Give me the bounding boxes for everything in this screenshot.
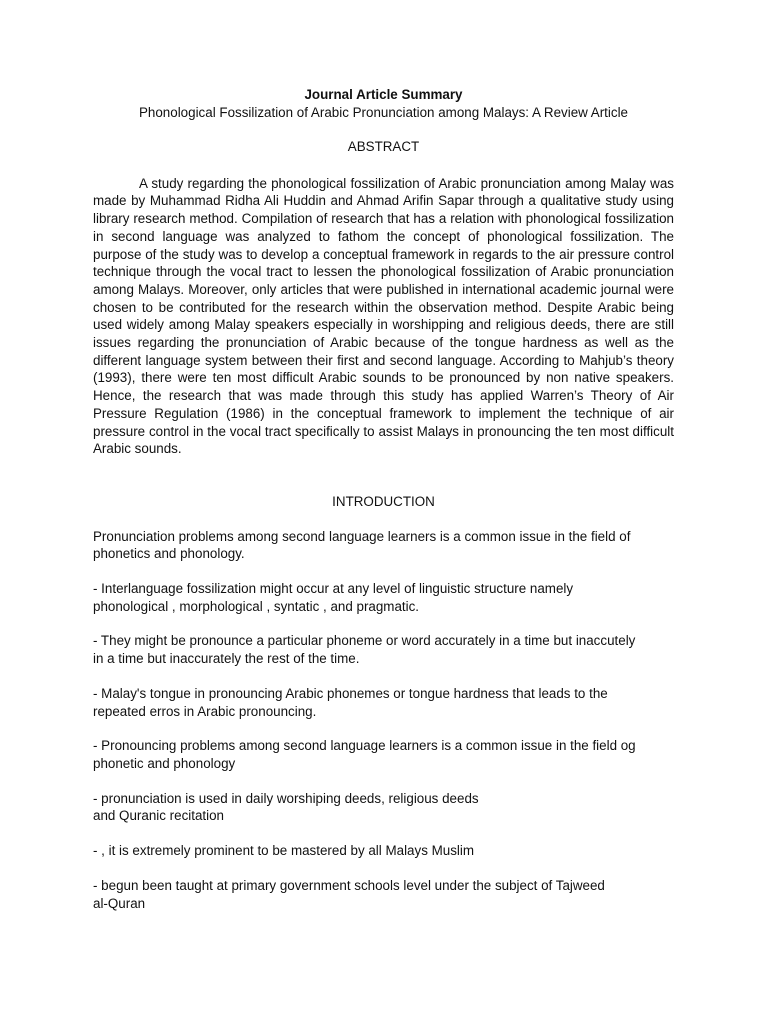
list-item-line: - Pronouncing problems among second language learners is a common issue in the field og xyxy=(93,738,636,754)
list-item-line: - Interlanguage fossilization might occur at any level of linguistic structure namely xyxy=(93,581,574,597)
list-item-line: and Quranic recitation xyxy=(93,808,225,824)
list-item xyxy=(93,877,674,912)
list-item xyxy=(93,580,674,615)
abstract-body: A study regarding the phonological fossilization of Arabic pronunciation among Malay was made by Muhammad Ridha Ali Huddin and Ahmad Arifin Sapar through a qualitative study using library research method. Compilation of research that has a relation with phonological fossilization in second language was analyzed to fathom the concept of phonological fossilization. The purpose of the study was to develop a conceptual framework in regards to the air pressure control technique through the vocal tract to lessen the phonological fossilization of Arabic pronunciation among Malays. Moreover, only articles that were published in international academic journal were chosen to be contributed for the research within the observation method. Despite Arabic being used widely among Malay speakers especially in worshipping and religious deeds, there are still issues regarding the pronunciation of Arabic because of the tongue hardness as well as the different language system between their first and second language. According to Mahjub’s theory (1993), there were ten most difficult Arabic sounds to be pronounced by non native speakers. Hence, the research that was made through this study has applied Warren’s Theory of Air Pressure Regulation (1986) in the conceptual framework to implement the technique of air pressure control in the vocal tract specifically to assist Malays in pronouncing the ten most difficult Arabic sounds. xyxy=(93,175,674,457)
list-item-line: phonetic and phonology xyxy=(93,755,236,771)
list-item xyxy=(93,685,674,720)
introduction-lead: Pronunciation problems among second language learners is a common issue in the field of phonetics and phonology. xyxy=(93,528,631,562)
introduction-heading: INTRODUCTION xyxy=(332,493,435,509)
list-item-line: - pronunciation is used in daily worshiping deeds, religious deeds xyxy=(93,790,479,806)
list-item-line: in a time but inaccurately the rest of the time. xyxy=(93,651,360,667)
list-item-line: - begun been taught at primary government schools level under the subject of Tajweed xyxy=(93,877,605,893)
article-title: Phonological Fossilization of Arabic Pronunciation among Malays: A Review Article xyxy=(138,104,628,120)
list-item-line: - Malay's tongue in pronouncing Arabic phonemes or tongue hardness that leads to the xyxy=(93,685,608,701)
document-title: Journal Article Summary xyxy=(304,87,463,102)
list-item xyxy=(93,737,674,772)
list-item-line: - , it is extremely prominent to be mastered by all Malays Muslim xyxy=(93,843,475,859)
list-item-line: phonological , morphological , syntatic , and pragmatic. xyxy=(93,598,420,614)
list-item xyxy=(93,790,674,825)
list-item-line: repeated erros in Arabic pronouncing. xyxy=(93,703,317,719)
document-page xyxy=(93,86,674,912)
list-item xyxy=(93,632,674,667)
list-item-line: al-Quran xyxy=(93,895,146,911)
introduction-points xyxy=(93,580,674,912)
list-item-line: - They might be pronounce a particular phoneme or word accurately in a time but inaccutely xyxy=(93,633,636,649)
abstract-heading: ABSTRACT xyxy=(347,139,420,154)
list-item xyxy=(93,842,674,860)
